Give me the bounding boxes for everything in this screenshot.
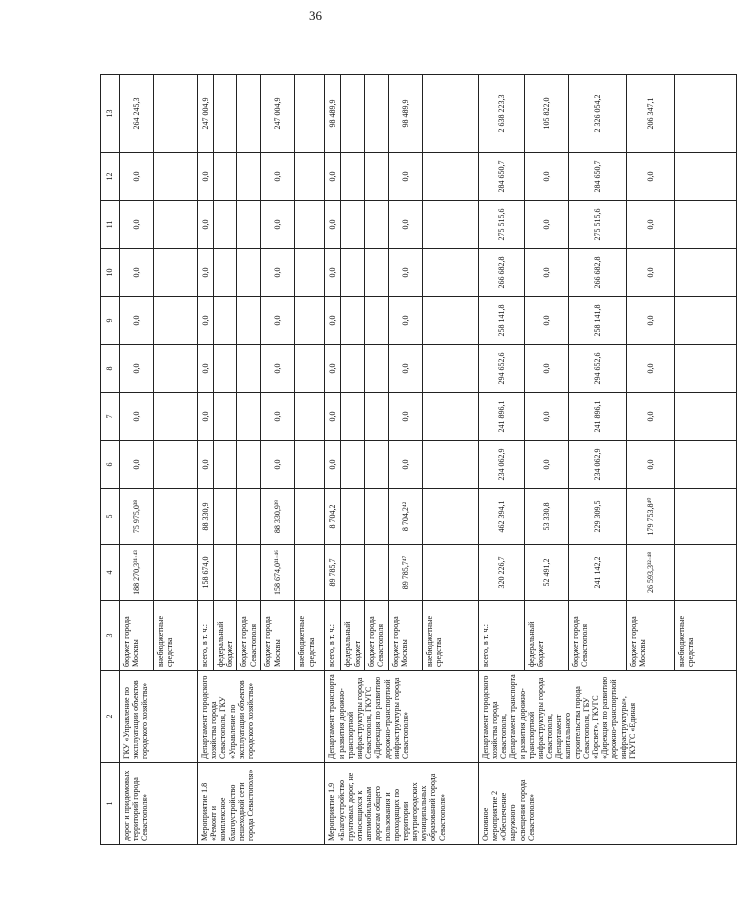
funding-source-cell: всего, в т. ч.:: [325, 601, 341, 671]
amount-cell: 0,0: [198, 153, 214, 201]
amount-cell: 2 326 054,2: [568, 75, 626, 153]
amount-cell: 0,0: [198, 441, 214, 489]
amount-cell: [154, 75, 198, 153]
amount-cell: 0,0: [325, 201, 341, 249]
amount-cell: 188 270,3³¹·⁴³: [120, 545, 154, 601]
amount-cell: [237, 545, 261, 601]
amount-cell: 0,0: [261, 345, 295, 393]
amount-cell: 8 704,2⁴²: [388, 489, 422, 545]
amount-cell: [237, 489, 261, 545]
amount-cell: [154, 393, 198, 441]
funding-source-cell: всего, в т. ч.:: [478, 601, 524, 671]
amount-cell: 284 650,7: [568, 153, 626, 201]
amount-cell: 0,0: [325, 393, 341, 441]
amount-cell: [364, 489, 388, 545]
rotated-table-container: [100, 75, 695, 845]
amount-cell: [341, 545, 364, 601]
amount-cell: [295, 545, 325, 601]
amount-cell: [237, 393, 261, 441]
amount-cell: [214, 545, 237, 601]
amount-cell: [422, 297, 478, 345]
amount-cell: 0,0: [524, 153, 568, 201]
amount-cell: 275 515,6: [478, 201, 524, 249]
amount-cell: 88 330,9: [198, 489, 214, 545]
amount-cell: [295, 441, 325, 489]
amount-cell: 98 489,9: [388, 75, 422, 153]
amount-cell: [214, 489, 237, 545]
amount-cell: 0,0: [388, 345, 422, 393]
amount-cell: 26 593,3³²·⁴⁸: [626, 545, 674, 601]
amount-cell: 206 347,1: [626, 75, 674, 153]
amount-cell: 0,0: [524, 345, 568, 393]
table-row: [325, 75, 341, 845]
funding-source-cell: внебюджетные средства: [422, 601, 478, 671]
header-cell: 8: [101, 345, 120, 393]
amount-cell: 0,0: [388, 441, 422, 489]
amount-cell: 0,0: [524, 249, 568, 297]
amount-cell: 0,0: [120, 297, 154, 345]
amount-cell: 0,0: [626, 345, 674, 393]
amount-cell: [674, 153, 736, 201]
amount-cell: [422, 545, 478, 601]
header-cell: 2: [101, 671, 120, 763]
budget-table: [100, 74, 737, 845]
amount-cell: [422, 75, 478, 153]
amount-cell: [295, 345, 325, 393]
funding-source-cell: бюджет города Севастополя: [568, 601, 626, 671]
amount-cell: [154, 441, 198, 489]
amount-cell: 0,0: [261, 441, 295, 489]
amount-cell: 247 004,9: [198, 75, 214, 153]
amount-cell: [364, 249, 388, 297]
amount-cell: [154, 297, 198, 345]
amount-cell: [341, 249, 364, 297]
amount-cell: 0,0: [626, 441, 674, 489]
amount-cell: 0,0: [388, 153, 422, 201]
amount-cell: [341, 75, 364, 153]
header-cell: 3: [101, 601, 120, 671]
funding-source-cell: федеральный бюджет: [214, 601, 237, 671]
amount-cell: [214, 153, 237, 201]
header-cell: 10: [101, 249, 120, 297]
amount-cell: 98 489,9: [325, 75, 341, 153]
amount-cell: 2 638 223,3: [478, 75, 524, 153]
amount-cell: [341, 297, 364, 345]
amount-cell: 0,0: [120, 345, 154, 393]
amount-cell: [214, 393, 237, 441]
funding-source-cell: бюджет города Москвы: [626, 601, 674, 671]
amount-cell: 0,0: [120, 153, 154, 201]
measure-name-cell: Основное мероприятие 2 «Обеспечение наружного освещения города Севастополя»: [478, 763, 736, 845]
funding-source-cell: бюджет города Севастополя: [237, 601, 261, 671]
funding-source-cell: внебюджетные средства: [154, 601, 198, 671]
amount-cell: 8 704,2: [325, 489, 341, 545]
amount-cell: 0,0: [626, 297, 674, 345]
amount-cell: [214, 297, 237, 345]
executor-cell: Департамент городского хозяйства города Севастополя, Департамент транспорта и развития дорожно-транспортной инфраструктуры города Севастополя, Департамент капитального строительства города Севастополя, ГБУ «Горсвет», ГКУГС «Дирекция по развитию дорожно-транспортной инфраструктуры», ГКУГС «Единая: [478, 671, 736, 763]
measure-name-cell: дорог и придомовых территорий города Севастополя»: [120, 763, 198, 845]
amount-cell: [674, 201, 736, 249]
funding-source-cell: всего, в т. ч.:: [198, 601, 214, 671]
amount-cell: [341, 393, 364, 441]
amount-cell: [214, 201, 237, 249]
amount-cell: 0,0: [626, 201, 674, 249]
amount-cell: 0,0: [261, 201, 295, 249]
amount-cell: [341, 201, 364, 249]
amount-cell: [237, 201, 261, 249]
amount-cell: 0,0: [198, 297, 214, 345]
amount-cell: [341, 345, 364, 393]
amount-cell: [364, 345, 388, 393]
header-cell: 13: [101, 75, 120, 153]
amount-cell: 0,0: [524, 441, 568, 489]
funding-source-cell: бюджет города Москвы: [261, 601, 295, 671]
amount-cell: [214, 75, 237, 153]
amount-cell: 0,0: [261, 297, 295, 345]
amount-cell: [674, 297, 736, 345]
amount-cell: [364, 545, 388, 601]
amount-cell: 0,0: [325, 153, 341, 201]
amount-cell: [295, 249, 325, 297]
amount-cell: 0,0: [524, 393, 568, 441]
amount-cell: 241 896,1: [478, 393, 524, 441]
header-row: [101, 75, 120, 845]
amount-cell: [295, 297, 325, 345]
funding-source-cell: федеральный бюджет: [524, 601, 568, 671]
amount-cell: 0,0: [388, 297, 422, 345]
amount-cell: 247 004,9: [261, 75, 295, 153]
amount-cell: 0,0: [388, 249, 422, 297]
funding-source-cell: внебюджетные средства: [295, 601, 325, 671]
executor-cell: ГКУ «Управление по эксплуатации объектов городского хозяйства»: [120, 671, 198, 763]
amount-cell: [154, 489, 198, 545]
amount-cell: 0,0: [325, 249, 341, 297]
amount-cell: [237, 249, 261, 297]
amount-cell: 0,0: [198, 249, 214, 297]
amount-cell: [674, 393, 736, 441]
amount-cell: [214, 249, 237, 297]
amount-cell: [422, 393, 478, 441]
amount-cell: 0,0: [524, 201, 568, 249]
amount-cell: 0,0: [198, 393, 214, 441]
amount-cell: 0,0: [626, 249, 674, 297]
funding-source-cell: бюджет города Москвы: [388, 601, 422, 671]
amount-cell: [422, 249, 478, 297]
amount-cell: 241 142,2: [568, 545, 626, 601]
amount-cell: 0,0: [325, 345, 341, 393]
amount-cell: 266 682,8: [568, 249, 626, 297]
amount-cell: [422, 345, 478, 393]
amount-cell: 75 975,0³⁸: [120, 489, 154, 545]
amount-cell: [674, 545, 736, 601]
funding-source-cell: бюджет города Москвы: [120, 601, 154, 671]
amount-cell: [295, 393, 325, 441]
measure-name-cell: Мероприятие 1.8 «Ремонт и комплексное благоустройство пешеходной сети города Севастополя»: [198, 763, 325, 845]
amount-cell: 241 896,1: [568, 393, 626, 441]
amount-cell: [364, 441, 388, 489]
amount-cell: 0,0: [198, 345, 214, 393]
amount-cell: [154, 153, 198, 201]
amount-cell: [674, 345, 736, 393]
amount-cell: [295, 153, 325, 201]
amount-cell: 158 674,0³¹·⁴⁶: [261, 545, 295, 601]
amount-cell: [422, 201, 478, 249]
amount-cell: 0,0: [388, 201, 422, 249]
amount-cell: 266 682,8: [478, 249, 524, 297]
amount-cell: [295, 75, 325, 153]
measure-name-cell: Мероприятие 1.9 «Благоустройство грунтовых дорог, не относящихся к автомобильным дорогам общего пользования и проходящих по территории внутригородских муниципальных образований города Севастополя»: [325, 763, 478, 845]
amount-cell: 0,0: [198, 201, 214, 249]
amount-cell: 52 491,2: [524, 545, 568, 601]
amount-cell: 89 785,7: [325, 545, 341, 601]
amount-cell: 88 330,9³⁹: [261, 489, 295, 545]
amount-cell: [237, 153, 261, 201]
header-cell: 11: [101, 201, 120, 249]
amount-cell: 89 785,7⁴⁷: [388, 545, 422, 601]
amount-cell: [364, 297, 388, 345]
funding-source-cell: внебюджетные средства: [674, 601, 736, 671]
amount-cell: [295, 201, 325, 249]
amount-cell: 0,0: [120, 393, 154, 441]
amount-cell: [295, 489, 325, 545]
amount-cell: [364, 153, 388, 201]
amount-cell: 234 062,9: [568, 441, 626, 489]
amount-cell: [422, 489, 478, 545]
amount-cell: 105 822,0: [524, 75, 568, 153]
funding-source-cell: федеральный бюджет: [341, 601, 364, 671]
amount-cell: 0,0: [626, 153, 674, 201]
amount-cell: 258 141,8: [568, 297, 626, 345]
header-cell: 4: [101, 545, 120, 601]
header-cell: 7: [101, 393, 120, 441]
amount-cell: 258 141,8: [478, 297, 524, 345]
amount-cell: 294 652,6: [478, 345, 524, 393]
amount-cell: 0,0: [120, 249, 154, 297]
amount-cell: [674, 441, 736, 489]
rotated-table-area: [100, 75, 695, 845]
amount-cell: [422, 441, 478, 489]
executor-cell: Департамент городского хозяйства города Севастополя, ГКУ «Управление по эксплуатации объектов городского хозяйства»: [198, 671, 325, 763]
amount-cell: [674, 249, 736, 297]
amount-cell: 53 330,8: [524, 489, 568, 545]
funding-source-cell: бюджет города Севастополя: [364, 601, 388, 671]
amount-cell: [237, 75, 261, 153]
amount-cell: 264 245,3: [120, 75, 154, 153]
table-row: [478, 75, 524, 845]
amount-cell: [674, 489, 736, 545]
amount-cell: 158 674,0: [198, 545, 214, 601]
amount-cell: [154, 545, 198, 601]
table-row: [198, 75, 214, 845]
amount-cell: 0,0: [120, 201, 154, 249]
amount-cell: [422, 153, 478, 201]
amount-cell: [154, 345, 198, 393]
amount-cell: 179 753,8⁴⁰: [626, 489, 674, 545]
amount-cell: 0,0: [325, 297, 341, 345]
amount-cell: 0,0: [261, 393, 295, 441]
amount-cell: 0,0: [325, 441, 341, 489]
amount-cell: [364, 393, 388, 441]
amount-cell: [214, 345, 237, 393]
header-cell: 9: [101, 297, 120, 345]
executor-cell: Департамент транспорта и развития дорожно-транспортной инфраструктуры города Севастополя, ГКУГС «Дирекция по развитию дорожно-транспортной инфраструктуры города Севастополя»: [325, 671, 478, 763]
header-cell: 12: [101, 153, 120, 201]
amount-cell: 234 062,9: [478, 441, 524, 489]
amount-cell: [341, 489, 364, 545]
amount-cell: 0,0: [261, 249, 295, 297]
amount-cell: [364, 201, 388, 249]
amount-cell: [154, 201, 198, 249]
amount-cell: 0,0: [388, 393, 422, 441]
amount-cell: 462 394,1: [478, 489, 524, 545]
header-cell: 6: [101, 441, 120, 489]
amount-cell: [214, 441, 237, 489]
amount-cell: 229 309,5: [568, 489, 626, 545]
amount-cell: [237, 345, 261, 393]
amount-cell: 294 652,6: [568, 345, 626, 393]
amount-cell: [674, 75, 736, 153]
amount-cell: 0,0: [626, 393, 674, 441]
amount-cell: 0,0: [120, 441, 154, 489]
table-row: [120, 75, 154, 845]
amount-cell: [364, 75, 388, 153]
amount-cell: [154, 249, 198, 297]
amount-cell: [237, 441, 261, 489]
page-number: 36: [309, 8, 322, 23]
amount-cell: [341, 153, 364, 201]
amount-cell: [237, 297, 261, 345]
amount-cell: 0,0: [524, 297, 568, 345]
amount-cell: 275 515,6: [568, 201, 626, 249]
amount-cell: 284 650,7: [478, 153, 524, 201]
amount-cell: [341, 441, 364, 489]
header-cell: 5: [101, 489, 120, 545]
amount-cell: 320 226,7: [478, 545, 524, 601]
amount-cell: 0,0: [261, 153, 295, 201]
header-cell: 1: [101, 763, 120, 845]
